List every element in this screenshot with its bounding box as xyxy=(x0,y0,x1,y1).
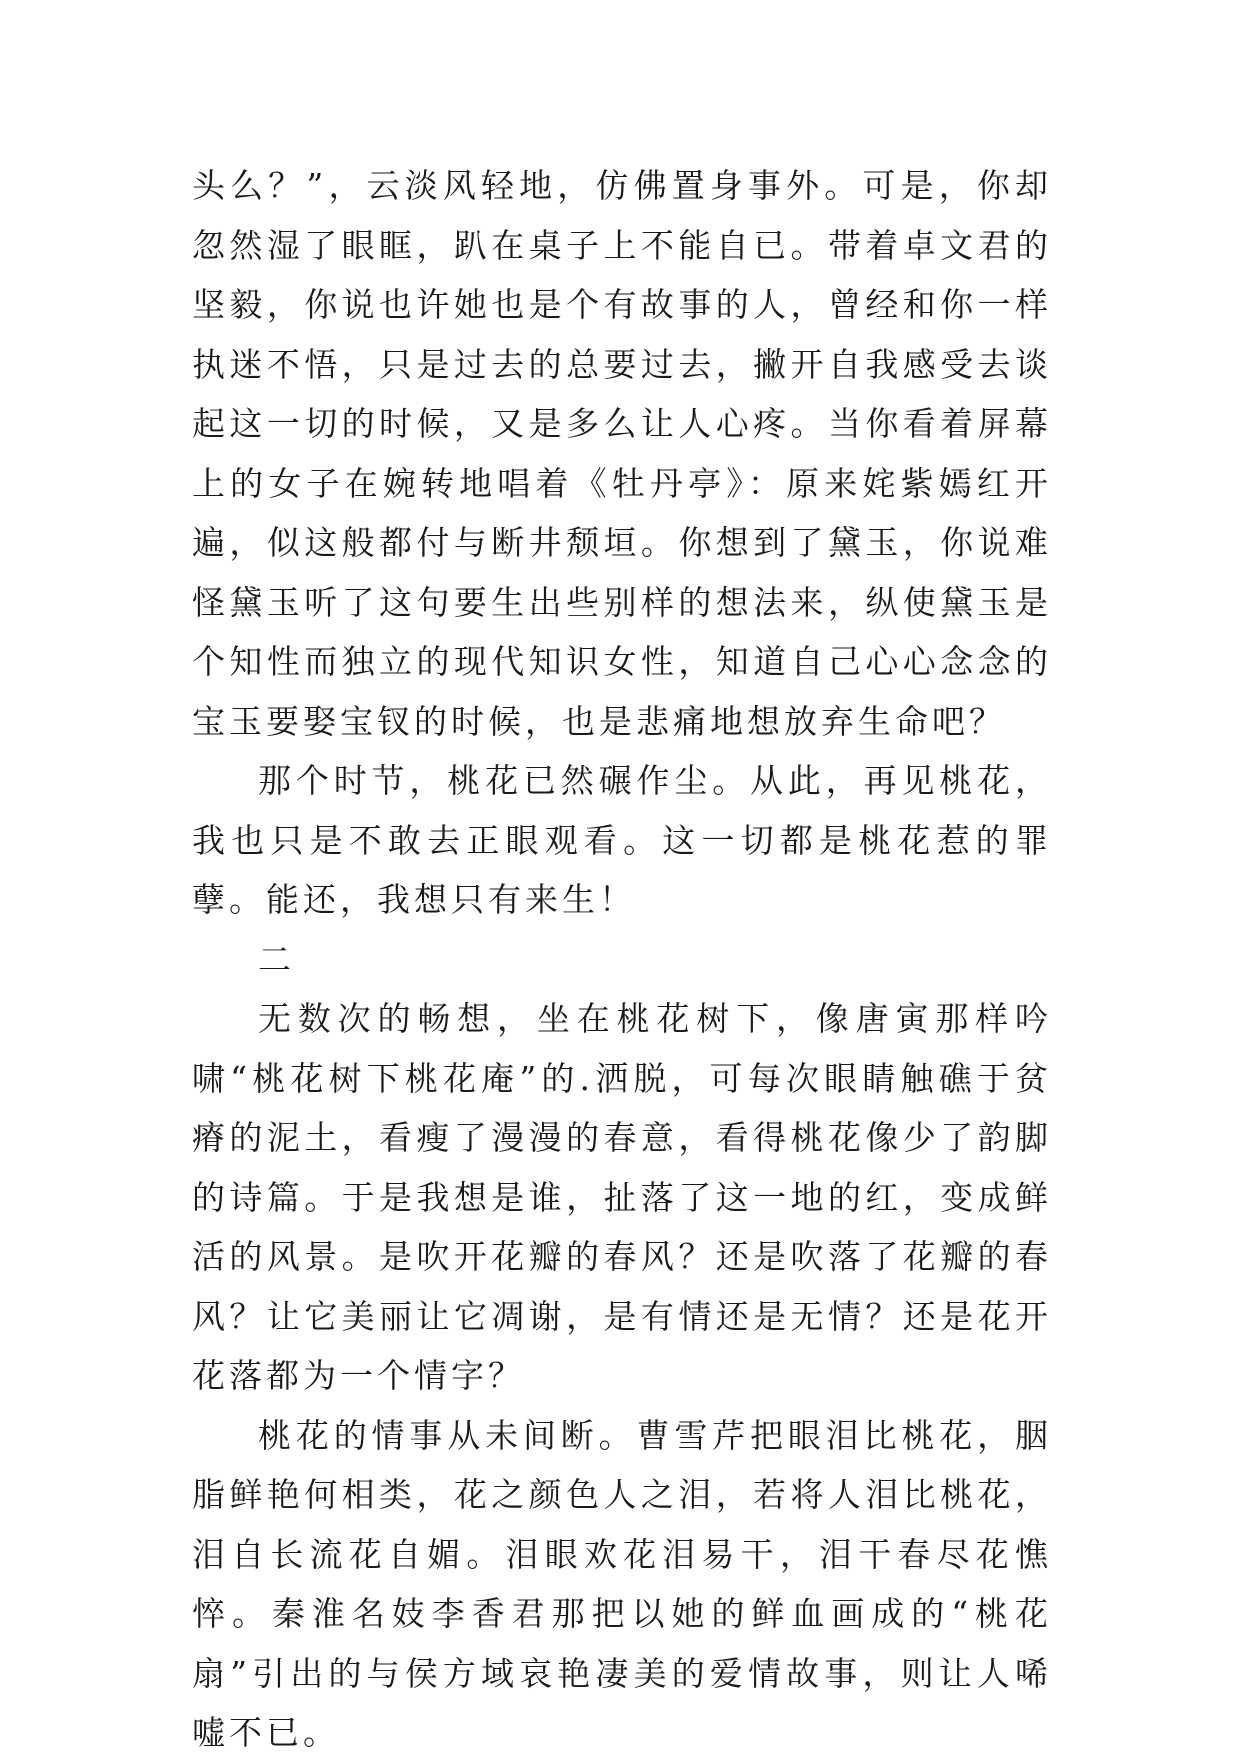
body-text xyxy=(192,156,1052,1763)
paragraph: 无数次的畅想，坐在桃花树下，像唐寅那样吟啸“桃花树下桃花庵”的.洒脱，可每次眼睛触礁于贫瘠的泥土，看瘦了漫漫的春意，看得桃花像少了韵脚的诗篇。于是我想是谁，扯落了这一地的红，变成鲜活的风景。是吹开花瓣的春风？还是吹落了花瓣的春风？让它美丽让它凋谢，是有情还是无情？还是花开花落都为一个情字？ xyxy=(192,999,1052,1395)
paragraph: 桃花的情事从未间断。曹雪芹把眼泪比桃花，胭脂鲜艳何相类，花之颜色人之泪，若将人泪比桃花，泪自长流花自媚。泪眼欢花泪易干，泪干春尽花憔悴。秦淮名妓李香君那把以她的鲜血画成的“桃花扇”引出的与侯方域哀艳凄美的爱情故事，则让人唏嘘不已。 xyxy=(192,1415,1052,1752)
paragraph-continuation: 头么？”，云淡风轻地，仿佛置身事外。可是，你却忽然湿了眼眶，趴在桌子上不能自已。带着卓文君的坚毅，你说也许她也是个有故事的人，曾经和你一样执迷不悟，只是过去的总要过去，撇开自我感受去谈起这一切的时候，又是多么让人心疼。当你看着屏幕上的女子在婉转地唱着《牡丹亭》：原来姹紫嫣红开遍，似这般都付与断井颓垣。你想到了黛玉，你说难怪黛玉听了这句要生出些别样的想法来，纵使黛玉是个知性而独立的现代知识女性，知道自己心心念念的宝玉要娶宝钗的时候，也是悲痛地想放弃生命吧？ xyxy=(192,166,1052,741)
section-heading: 二 xyxy=(258,939,295,979)
paragraph: 那个时节，桃花已然碾作尘。从此，再见桃花，我也只是不敢去正眼观看。这一切都是桃花惹的罪孽。能还，我想只有来生！ xyxy=(192,761,1052,919)
